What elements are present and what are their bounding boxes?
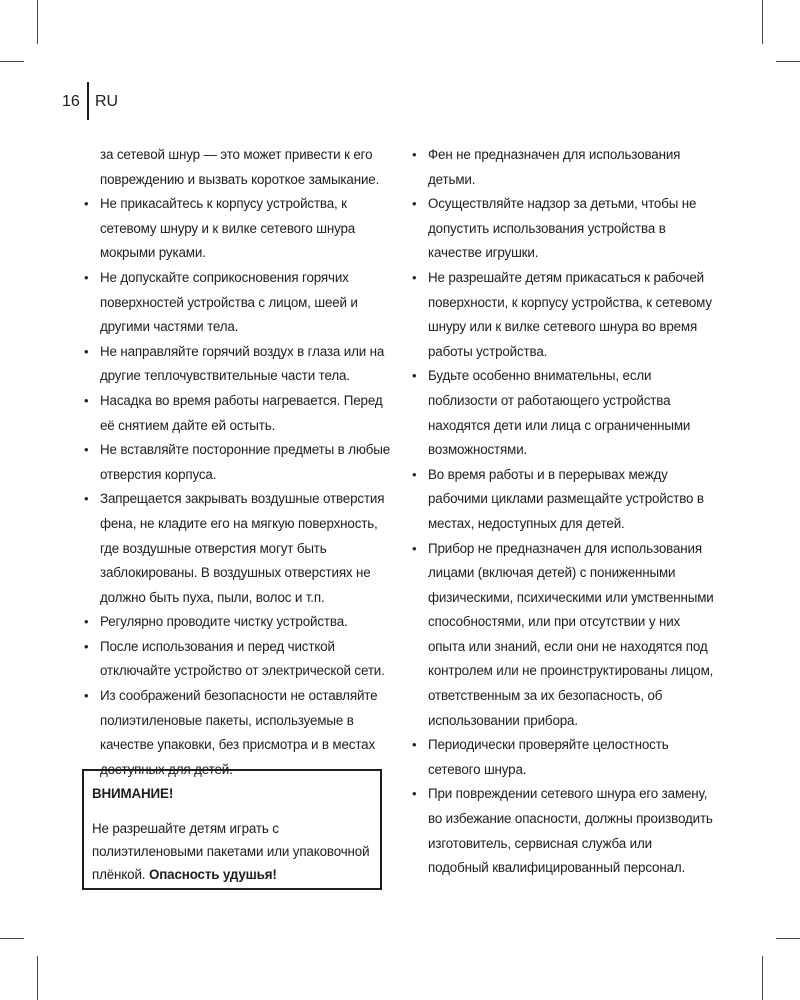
crop-mark-bottom-right-h (776, 938, 800, 939)
list-item: • Не вставляйте посторонние предметы в любые отверстия корпуса. (80, 438, 392, 487)
language-label: RU (95, 93, 119, 110)
list-item: • Не направляйте горячий воздух в глаза или на другие теплочувствительные части тела. (80, 340, 392, 389)
list-item: • Не разрешайте детям прикасаться к рабочей поверхности, к корпусу устройства, к сетевому шнуру или к вилке сетевого шнура во время работы устройства. (408, 266, 714, 364)
list-item: • Насадка во время работы нагревается. Перед её снятием дайте ей остыть. (80, 389, 392, 438)
list-item: • При повреждении сетевого шнура его замену, во избежание опасности, должны производить изготовитель, сервисная служба или подобный квалифицированный персонал. (408, 782, 714, 880)
list-item: • После использования и перед чисткой отключайте устройство от электрической сети. (80, 635, 392, 684)
list-item: • Периодически проверяйте целостность сетевого шнура. (408, 733, 714, 782)
list-item: • Прибор не предназначен для использования лицами (включая детей) с пониженными физическими, психическими или умственными способностями, или при отсутствии у них опыта или знаний, если они не находятся под контролем или не проинструктированы лицом, ответственным за их безопасность, об использовании прибора. (408, 537, 714, 734)
list-item: • Запрещается закрывать воздушные отверстия фена, не кладите его на мягкую поверхность, где воздушные отверстия могут быть заблокированы. В воздушных отверстиях не должно быть пуха, пыли, волос и т.п. (80, 487, 392, 610)
crop-mark-top-left (37, 0, 38, 44)
list-item: • Из соображений безопасности не оставляйте полиэтиленовые пакеты, используемые в качестве упаковки, без присмотра и в местах доступных для детей. (80, 684, 392, 782)
list-item: • Будьте особенно внимательны, если поблизости от работающего устройства находятся дети или лица с ограниченными возможностями. (408, 364, 714, 462)
warning-emphasis: Опасность удушья! (148, 867, 277, 882)
left-bullet-list (80, 192, 392, 782)
list-item: • Не допускайте соприкосновения горячих поверхностей устройства с лицом, шеей и другими частями тела. (80, 266, 392, 340)
warning-text: Не разрешайте детям играть с полиэтиленовыми пакетами или упаковочной плёнкой. (92, 821, 370, 882)
continuation-text: за сетевой шнур — это может привести к его повреждению и вызвать короткое замыкание. (100, 147, 380, 187)
list-item: • Регулярно проводите чистку устройства. (80, 610, 392, 635)
crop-mark-top-left-h (0, 61, 24, 62)
header-divider (87, 82, 89, 120)
left-column (80, 143, 392, 782)
list-item: • Фен не предназначен для использования детьми. (408, 143, 714, 192)
warning-title: ВНИМАНИЕ! (92, 786, 174, 801)
crop-mark-top-right-h (776, 61, 800, 62)
crop-mark-bottom-left-h (0, 938, 24, 939)
warning-body (92, 817, 380, 886)
list-item: • Не прикасайтесь к корпусу устройства, к сетевому шнуру и к вилке сетевого шнура мокрыми руками. (80, 192, 392, 266)
crop-mark-top-right (762, 0, 763, 44)
crop-mark-bottom-right (762, 956, 763, 1000)
crop-mark-bottom-left (37, 956, 38, 1000)
right-column (408, 143, 714, 881)
warning-box (82, 769, 382, 890)
right-bullet-list (408, 143, 714, 881)
list-item: • Осуществляйте надзор за детьми, чтобы не допустить использования устройства в качестве игрушки. (408, 192, 714, 266)
list-item: • Во время работы и в перерывах между рабочими циклами размещайте устройство в местах, недоступных для детей. (408, 463, 714, 537)
page-number: 16 (62, 93, 80, 110)
